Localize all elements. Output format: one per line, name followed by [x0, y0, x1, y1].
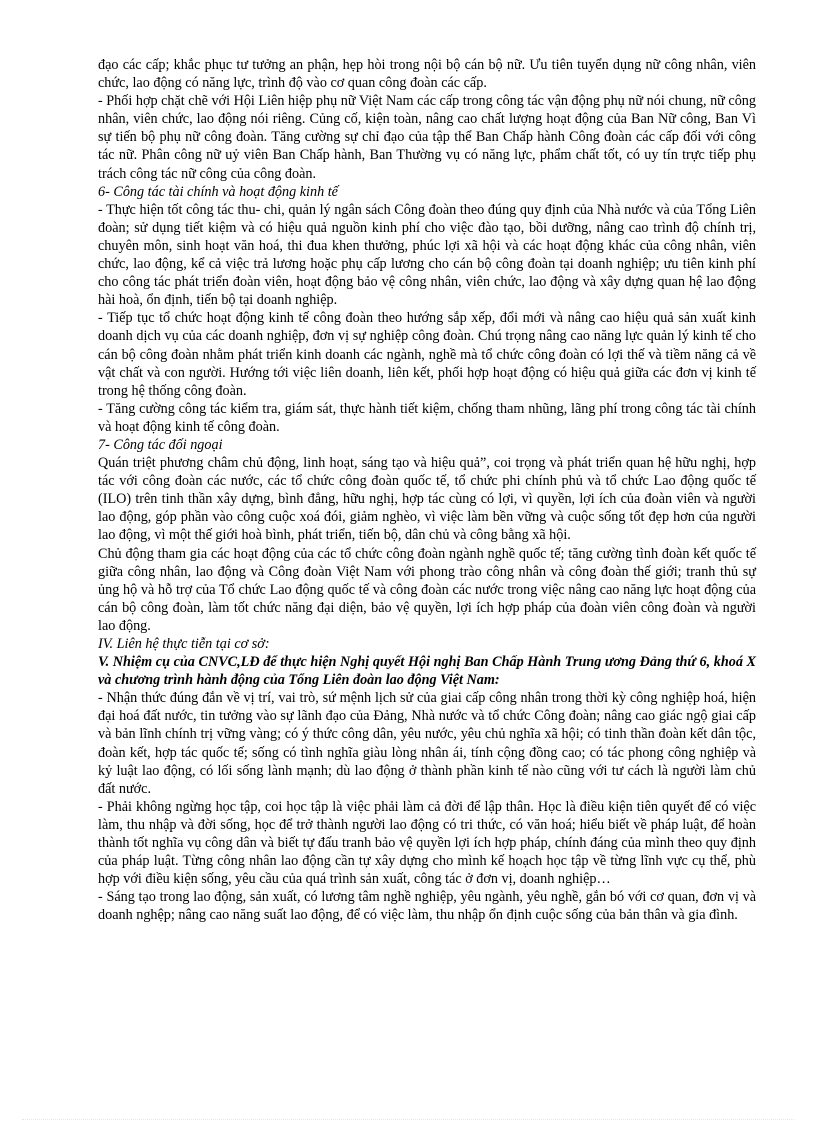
document-page: [98, 56, 756, 925]
paragraph-finance-budget: - Thực hiện tốt công tác thu- chi, quản lý ngân sách Công đoàn theo đúng quy định của Nhà nước và của Tổng Liên đoàn; sử dụng tiết kiệm và có hiệu quả nguồn kinh phí cho việc đào tạo, bồi dưỡng, nâng cao trình độ chính trị, chuyên môn, sinh hoạt văn hoá, thi đua khen thưởng, phúc lợi xã hội và các hoạt động khác của công nhân, viên chức, lao động, kể cả việc trả lương hoặc phụ cấp lương cho cán bộ công đoàn tại doanh nghiệp; ưu tiên kinh phí cho công tác phát triển đoàn viên, hoạt động bảo vệ công nhân, viên chức, lao động và xây dựng quan hệ lao động hài hoà, ổn định, tiến bộ tại doanh nghiệp.: [98, 201, 756, 309]
section-heading-practice: IV. Liên hệ thực tiễn tại cơ sở:: [98, 636, 270, 652]
section-heading-foreign-affairs: 7- Công tác đối ngoại: [98, 436, 223, 453]
paragraph-learning: - Phải không ngừng học tập, coi học tập là việc phải làm cả đời để lập thân. Học là điều kiện tiên quyết để có việc làm, thu nhập và đời sống, học để trở thành người lao động có tri thức, có văn hoá; hiểu biết về pháp luật, để hoàn thành tốt nghĩa vụ công dân và biết tự đấu tranh bảo vệ quyền lợi ích hợp pháp, chính đáng của mình theo quy định của pháp luật. Từng công nhân lao động cần tự xây dựng cho mình kế hoạch học tập về từng lĩnh vực cụ thể, phù hợp với điều kiện sống, yêu cầu của quá trình sản xuất, công tác ở đơn vị, doanh nghiệp…: [98, 798, 756, 888]
paragraph-international-cooperation: Chủ động tham gia các hoạt động của các tổ chức công đoàn ngành nghề quốc tế; tăng cường tình đoàn kết quốc tế giữa công nhân, lao động và Công đoàn Việt Nam với phong trào công nhân và công đoàn thế giới; tranh thủ sự ủng hộ và hỗ trợ của Tổ chức Lao động quốc tế và công đoàn các nước trong việc nâng cao năng lực hoạt động của cán bộ công đoàn, làm tốt chức năng đại diện, bảo vệ quyền, lợi ích hợp pháp của đoàn viên công đoàn và người lao động.: [98, 545, 756, 634]
paragraph-creativity: - Sáng tạo trong lao động, sản xuất, có lương tâm nghề nghiệp, yêu ngành, yêu nghề, gắn bó với cơ quan, đơn vị và doanh nghệp; nâng cao năng suất lao động, để có việc làm, thu nhập ổn định cuộc sống của bản thân và gia đình.: [98, 889, 756, 924]
section-heading-finance: 6- Công tác tài chính và hoạt động kinh tế: [98, 183, 338, 200]
section-heading-tasks: V. Nhiệm cụ của CNVC,LĐ để thực hiện Nghị quyết Hội nghị Ban Chấp Hành Trung ương Đảng thứ 6, khoá X và chương trình hành động của Tổng Liên đoàn lao động Việt Nam:: [98, 654, 756, 689]
paragraph-economic-activities: - Tiếp tục tổ chức hoạt động kinh tế công đoàn theo hướng sắp xếp, đổi mới và nâng cao hiệu quả sản xuất kinh doanh dịch vụ của các doanh nghiệp, đơn vị sự nghiệp công đoàn. Chú trọng nâng cao năng lực quản lý kinh tế cho cán bộ công đoàn nhằm phát triển kinh doanh các ngành, nghề mà tổ chức công đoàn có lợi thế và tiềm năng cả về vật chất và con người. Hướng tới việc liên doanh, liên kết, phối hợp hoạt động có hiệu quả giữa các đơn vị kinh tế trong hệ thống công đoàn.: [98, 310, 756, 399]
paragraph-foreign-policy: Quán triệt phương châm chủ động, linh hoạt, sáng tạo và hiệu quả”, coi trọng và phát triển quan hệ hữu nghị, hợp tác với công đoàn các nước, các tổ chức công đoàn quốc tế, tổ chức phi chính phủ và tổ chức Lao động quốc tế (ILO) trên tinh thần xây dựng, bình đẳng, hữu nghị, hợp tác cùng có lợi, vì quyền, lợi ích của đoàn viên và người lao động, góp phần vào công cuộc xoá đói, giảm nghèo, vì việc làm bền vững và cuộc sống tốt đẹp hơn của người lao động, vì một thế giới hoà bình, phát triển, tiến bộ, dân chủ và công bằng xã hội.: [98, 455, 756, 544]
paragraph-inspection: - Tăng cường công tác kiểm tra, giám sát, thực hành tiết kiệm, chống tham nhũng, lãng phí trong công tác tài chính và hoạt động kinh tế công đoàn.: [98, 400, 756, 435]
paragraph-awareness: - Nhận thức đúng đắn về vị trí, vai trò, sứ mệnh lịch sử của giai cấp công nhân trong thời kỳ công nghiệp hoá, hiện đại hoá đất nước, tin tưởng vào sự lãnh đạo của Đảng, Nhà nước và tổ chức Công đoàn; nâng cao giác ngộ giai cấp và bản lĩnh chính trị vững vàng; có ý thức công dân, yêu nước, yêu chủ nghĩa xã hội; có tinh thần đoàn kết dân tộc, đoàn kết, hợp tác quốc tế; sống có tình nghĩa giàu lòng nhân ái, tính cộng đồng cao; có tác phong công nghiệp và kỷ luật lao động, có lối sống lành mạnh; dù lao động ở thành phần kinh tế nào cũng với tư cách là người làm chủ đất nước.: [98, 690, 756, 797]
paragraph-women-cadres-end: đạo các cấp; khắc phục tư tưởng an phận, hẹp hòi trong nội bộ cán bộ nữ. Ưu tiên tuyển dụng nữ công nhân, viên chức, lao động có năng lực, trình độ vào cơ quan công đoàn các cấp.: [98, 57, 756, 92]
paragraph-womens-union-coordination: - Phối hợp chặt chẽ với Hội Liên hiệp phụ nữ Việt Nam các cấp trong công tác vận động phụ nữ nói chung, nữ công nhân, viên chức, lao động nói riêng. Củng cố, kiện toàn, nâng cao chất lượng hoạt động của Ban Nữ công, Ban Vì sự tiến bộ phụ nữ công đoàn. Tăng cường sự chỉ đạo của tập thể Ban Chấp hành Công đoàn các cấp đối với công tác nữ. Phân công nữ uỷ viên Ban Chấp hành, Ban Thường vụ có năng lực, phẩm chất tốt, có uy tín trực tiếp phụ trách công tác nữ công của công đoàn.: [98, 93, 756, 182]
page-bottom-divider: [22, 1119, 794, 1120]
